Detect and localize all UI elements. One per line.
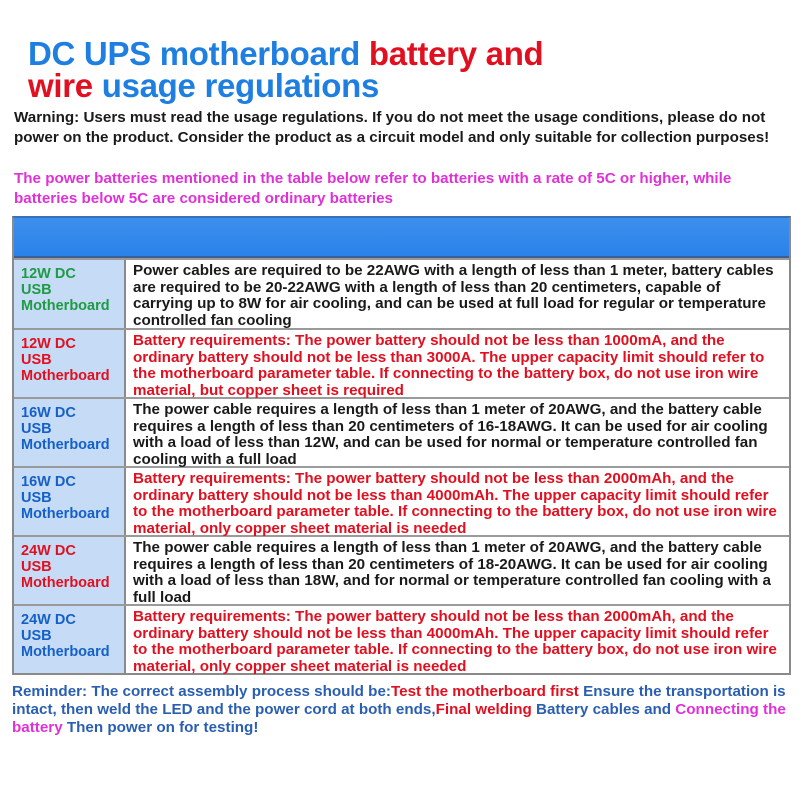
battery-rate-note: The power batteries mentioned in the table below refer to batteries with a rate of 5C or higher, while batteries below 5C are considered ordinary batteries: [14, 170, 732, 207]
regulations-table: [12, 216, 791, 675]
table-row: [14, 604, 789, 673]
row-description: Power cables are required to be 22AWG with a length of less than 1 meter, battery cables are required to be 20-22AWG with a length of less than 20 centimeters, capable of carrying up to 8W for air cooling, and can be used at full load for regular or temperature controlled fan cooling: [126, 260, 789, 328]
row-label: 12W DC USB Motherboard: [14, 260, 126, 328]
row-label: 16W DC USB Motherboard: [14, 399, 126, 466]
table-row: [14, 258, 789, 328]
row-description: Battery requirements: The power battery should not be less than 1000mA, and the ordinary battery should not be less than 3000A. The upper capacity limit should refer to the motherboard parameter table. If connecting to the battery box, do not use iron wire material, but copper sheet is required: [126, 330, 789, 397]
warning-text: Warning: Users must read the usage regulations. If you do not meet the usage conditions, please do not power on the product. Consider the product as a circuit model and only suitable for collection purposes!: [14, 109, 770, 146]
row-label: 16W DC USB Motherboard: [14, 468, 126, 535]
title-part: wire: [28, 67, 93, 104]
row-label: 24W DC USB Motherboard: [14, 537, 126, 604]
table-header-bar: [14, 218, 789, 258]
row-description: Battery requirements: The power battery should not be less than 2000mAh, and the ordinary battery should not be less than 4000mAh. The upper capacity limit should refer to the motherboard parameter table. If connecting to the battery box, do not use iron wire material, only copper sheet material is needed: [126, 468, 789, 535]
title-part: DC UPS motherboard: [28, 35, 369, 72]
table-row: [14, 535, 789, 604]
row-description: The power cable requires a length of less than 1 meter of 20AWG, and the battery cable requires a length of less than 20 centimeters of 18-20AWG. It can be used for air cooling with a load of less than 18W, and for normal or temperature controlled fan cooling with a full load: [126, 537, 789, 604]
row-description: The power cable requires a length of less than 1 meter of 20AWG, and the battery cable requires a length of less than 20 centimeters of 16-18AWG. It can be used for air cooling with a load of less than 12W, and can be used for normal or temperature controlled fan cooling with a full load: [126, 399, 789, 466]
table-row: [14, 328, 789, 397]
page-title: [28, 35, 544, 104]
row-label: 24W DC USB Motherboard: [14, 606, 126, 673]
row-description: Battery requirements: The power battery should not be less than 2000mAh, and the ordinary battery should not be less than 4000mAh. The upper capacity limit should refer to the motherboard parameter table. If connecting to the battery box, do not use iron wire material, only copper sheet material is needed: [126, 606, 789, 673]
row-label: 12W DC USB Motherboard: [14, 330, 126, 397]
title-part: usage regulations: [92, 67, 380, 104]
table-row: [14, 466, 789, 535]
assembly-reminder: Reminder: The correct assembly process should be:Test the motherboard first Ensure the transportation is intact, then weld the LED and the power cord at both ends,Final welding Battery cables and Connecting the battery Then power on for testing!: [12, 683, 786, 736]
title-part: battery and: [368, 35, 544, 72]
table-row: [14, 397, 789, 466]
